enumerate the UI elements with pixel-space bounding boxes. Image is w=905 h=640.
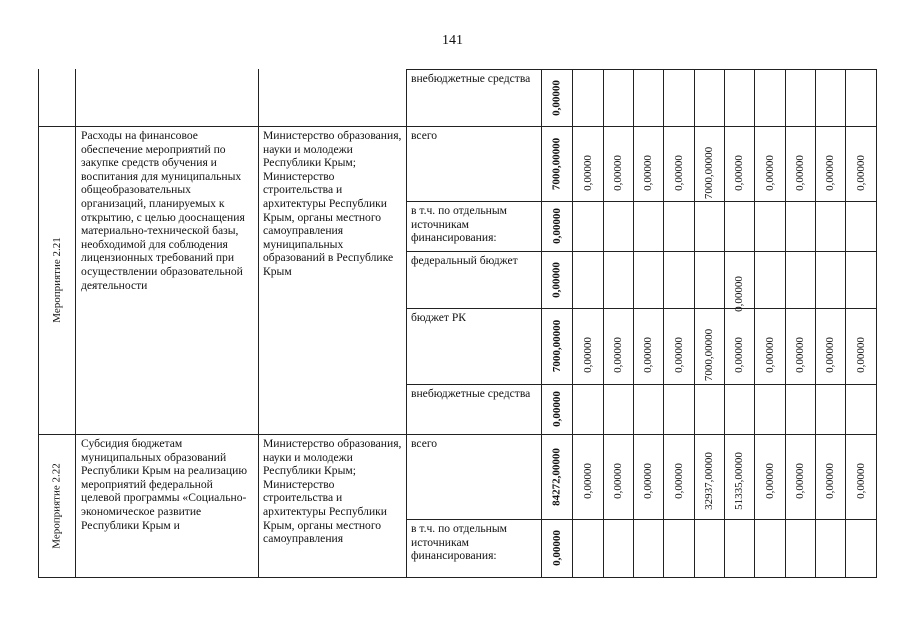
- funding-source-label: федеральный бюджет: [411, 254, 518, 267]
- year-value: 0,00000: [672, 337, 685, 373]
- grid-vline: [75, 69, 76, 577]
- total-value: 84272,00000: [550, 447, 563, 506]
- year-value: 0,00000: [824, 155, 836, 191]
- grid-vline: [572, 69, 573, 577]
- measure-name: Субсидия бюджетам муниципальных образований Республики Крым на реализацию мероприятий федеральной целевой программы «Социально-экономическое развитие Республики Крым и: [81, 437, 247, 532]
- grid-vline: [785, 69, 786, 577]
- funding-source-label: внебюджетные средства: [411, 72, 531, 85]
- year-value: 0,00000: [581, 337, 594, 373]
- grid-hline: [406, 577, 877, 578]
- page-number: 141: [442, 33, 463, 48]
- grid-hline: [406, 308, 877, 309]
- total-value: 0,00000: [550, 208, 563, 244]
- year-value: 0,00000: [642, 155, 654, 191]
- funding-source-label: всего: [411, 129, 438, 142]
- funding-source-label: всего: [411, 437, 438, 450]
- total-value: 0,00000: [550, 391, 563, 427]
- measure-name: Расходы на финансовое обеспечение мероприятий по закупке средств обучения и воспитания для муниципальных общеобразовательных организаций, планируемых к открытию, с целью дооснащения материально-технической базы, необходимой для соблюдения лицензионных требований при осуществлении образовательной деятельности: [81, 129, 245, 292]
- grid-hline: [38, 126, 877, 127]
- grid-vline: [754, 69, 755, 577]
- measure-executor: Министерство образования, науки и молодежи Республики Крым; Министерство строительства и архитектуры Республики Крым, органы местного самоуправления: [263, 437, 402, 546]
- funding-source-label: в т.ч. по отдельным источникам финансирования:: [411, 522, 507, 563]
- year-value: 0,00000: [581, 463, 594, 499]
- grid-hline: [406, 69, 877, 70]
- total-value: 0,00000: [550, 530, 563, 566]
- year-value: 0,00000: [824, 463, 836, 499]
- year-value: 0,00000: [733, 155, 745, 191]
- funding-source-label: внебюджетные средства: [411, 387, 531, 400]
- year-value: 0,00000: [612, 337, 624, 373]
- total-value: 7000,00000: [550, 137, 563, 190]
- funding-source-label: в т.ч. по отдельным источникам финансирования:: [411, 204, 507, 245]
- year-value: 0,00000: [612, 155, 624, 191]
- grid-vline: [724, 69, 725, 577]
- year-value: 0,00000: [763, 463, 776, 499]
- grid-vline: [633, 69, 634, 577]
- grid-vline: [541, 69, 542, 577]
- year-value: 0,00000: [854, 155, 867, 191]
- year-value: 0,00000: [854, 463, 867, 499]
- total-value: 0,00000: [550, 79, 563, 116]
- year-value: 0,00000: [612, 463, 624, 499]
- year-value: 0,00000: [794, 337, 806, 373]
- year-value: 0,00000: [672, 463, 685, 499]
- year-value: 0,00000: [824, 337, 836, 373]
- year-value: 7000,00000: [703, 146, 715, 200]
- funding-source-label: бюджет РК: [411, 311, 467, 324]
- year-value: 0,00000: [854, 337, 867, 373]
- year-value: 0,00000: [763, 155, 776, 191]
- year-value: 0,00000: [733, 337, 745, 373]
- year-value: 0,00000: [763, 337, 776, 373]
- grid-hline: [38, 434, 877, 435]
- grid-vline: [815, 69, 816, 577]
- measure-executor: Министерство образования, науки и молодежи Республики Крым; Министерство строительства и архитектуры Республики Крым, органы местного самоуправления муниципальных образований в Республике Крым: [263, 129, 402, 278]
- year-value: 32937,00000: [703, 452, 715, 510]
- measure-id: Мероприятие 2.21: [50, 237, 63, 323]
- year-value: 51335,00000: [733, 452, 745, 510]
- grid-vline: [876, 69, 877, 577]
- year-value: 0,00000: [642, 337, 654, 373]
- grid-vline: [845, 69, 846, 577]
- year-value: 0,00000: [733, 276, 745, 312]
- grid-hline: [406, 251, 877, 252]
- grid-vline: [38, 69, 39, 577]
- year-value: 7000,00000: [703, 328, 715, 382]
- grid-vline: [603, 69, 604, 577]
- year-value: 0,00000: [581, 155, 594, 191]
- year-value: 0,00000: [794, 463, 806, 499]
- total-value: 7000,00000: [550, 319, 563, 373]
- year-value: 0,00000: [672, 155, 685, 191]
- year-value: 0,00000: [642, 463, 654, 499]
- grid-vline: [406, 69, 407, 577]
- measure-id: Мероприятие 2.22: [50, 462, 63, 549]
- year-value: 0,00000: [794, 155, 806, 191]
- grid-vline: [663, 69, 664, 577]
- grid-vline: [694, 69, 695, 577]
- grid-vline: [258, 69, 259, 577]
- total-value: 0,00000: [550, 261, 563, 298]
- grid-hline: [38, 577, 406, 578]
